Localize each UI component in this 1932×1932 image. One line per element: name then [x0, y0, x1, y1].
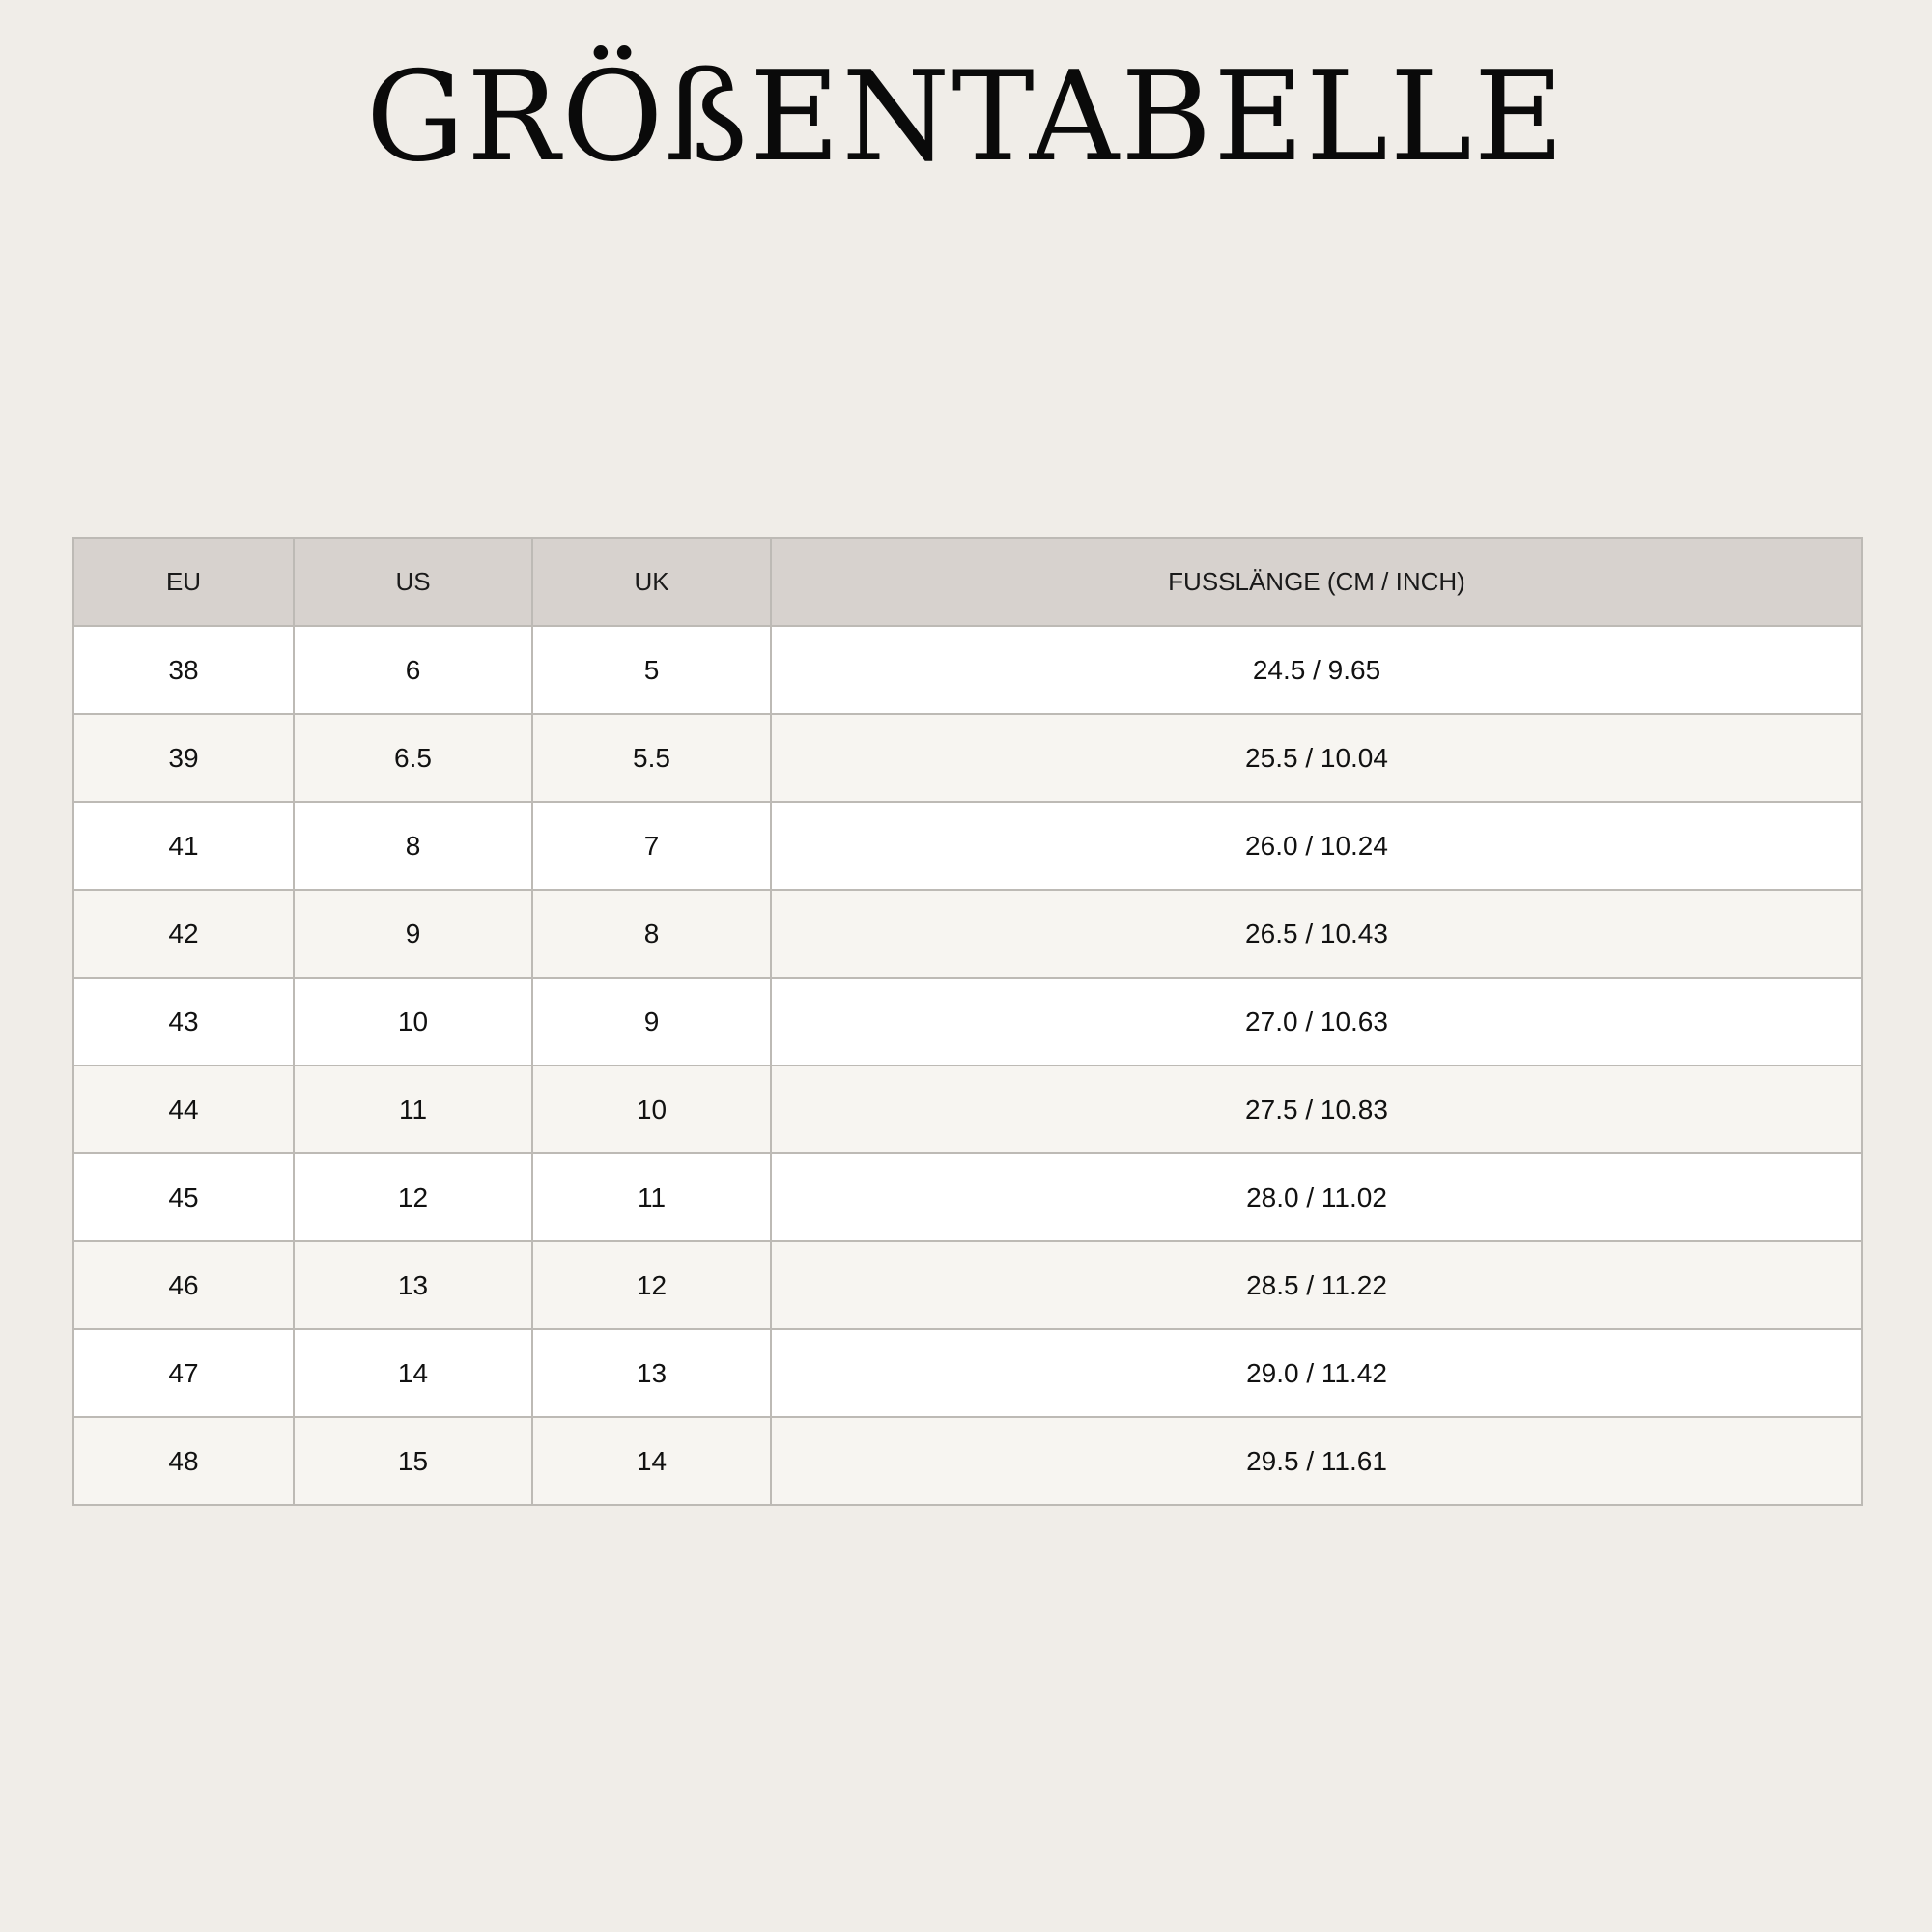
- cell-eu: 39: [73, 714, 294, 802]
- header-us: US: [294, 538, 532, 626]
- cell-eu: 38: [73, 626, 294, 714]
- header-foot-length: FUSSLÄNGE (CM / INCH): [771, 538, 1862, 626]
- cell-eu: 46: [73, 1241, 294, 1329]
- cell-uk: 7: [532, 802, 771, 890]
- cell-uk: 5: [532, 626, 771, 714]
- cell-uk: 13: [532, 1329, 771, 1417]
- cell-uk: 9: [532, 978, 771, 1065]
- cell-foot-length: 24.5 / 9.65: [771, 626, 1862, 714]
- cell-uk: 11: [532, 1153, 771, 1241]
- table-body: [73, 626, 1862, 1505]
- cell-us: 6: [294, 626, 532, 714]
- cell-us: 11: [294, 1065, 532, 1153]
- cell-us: 8: [294, 802, 532, 890]
- cell-foot-length: 28.0 / 11.02: [771, 1153, 1862, 1241]
- cell-foot-length: 28.5 / 11.22: [771, 1241, 1862, 1329]
- cell-foot-length: 29.5 / 11.61: [771, 1417, 1862, 1505]
- size-chart-table: [72, 537, 1863, 1506]
- cell-eu: 41: [73, 802, 294, 890]
- cell-foot-length: 27.0 / 10.63: [771, 978, 1862, 1065]
- cell-uk: 10: [532, 1065, 771, 1153]
- cell-us: 13: [294, 1241, 532, 1329]
- table-header: [73, 538, 1862, 626]
- cell-eu: 43: [73, 978, 294, 1065]
- cell-us: 9: [294, 890, 532, 978]
- table-header-row: [73, 538, 1862, 626]
- cell-foot-length: 26.0 / 10.24: [771, 802, 1862, 890]
- cell-foot-length: 27.5 / 10.83: [771, 1065, 1862, 1153]
- table-row: [73, 802, 1862, 890]
- table-row: [73, 890, 1862, 978]
- cell-us: 10: [294, 978, 532, 1065]
- table-row: [73, 1153, 1862, 1241]
- cell-uk: 12: [532, 1241, 771, 1329]
- cell-uk: 5.5: [532, 714, 771, 802]
- cell-foot-length: 26.5 / 10.43: [771, 890, 1862, 978]
- table-row: [73, 1417, 1862, 1505]
- page-title: GRÖßENTABELLE: [365, 45, 1567, 189]
- cell-eu: 44: [73, 1065, 294, 1153]
- table-row: [73, 626, 1862, 714]
- table-row: [73, 1329, 1862, 1417]
- cell-eu: 42: [73, 890, 294, 978]
- cell-us: 15: [294, 1417, 532, 1505]
- cell-us: 14: [294, 1329, 532, 1417]
- cell-eu: 45: [73, 1153, 294, 1241]
- cell-us: 12: [294, 1153, 532, 1241]
- table-row: [73, 1065, 1862, 1153]
- cell-us: 6.5: [294, 714, 532, 802]
- table-row: [73, 1241, 1862, 1329]
- cell-eu: 48: [73, 1417, 294, 1505]
- cell-uk: 14: [532, 1417, 771, 1505]
- cell-foot-length: 29.0 / 11.42: [771, 1329, 1862, 1417]
- header-uk: UK: [532, 538, 771, 626]
- table-row: [73, 978, 1862, 1065]
- cell-foot-length: 25.5 / 10.04: [771, 714, 1862, 802]
- header-eu: EU: [73, 538, 294, 626]
- cell-uk: 8: [532, 890, 771, 978]
- table-row: [73, 714, 1862, 802]
- cell-eu: 47: [73, 1329, 294, 1417]
